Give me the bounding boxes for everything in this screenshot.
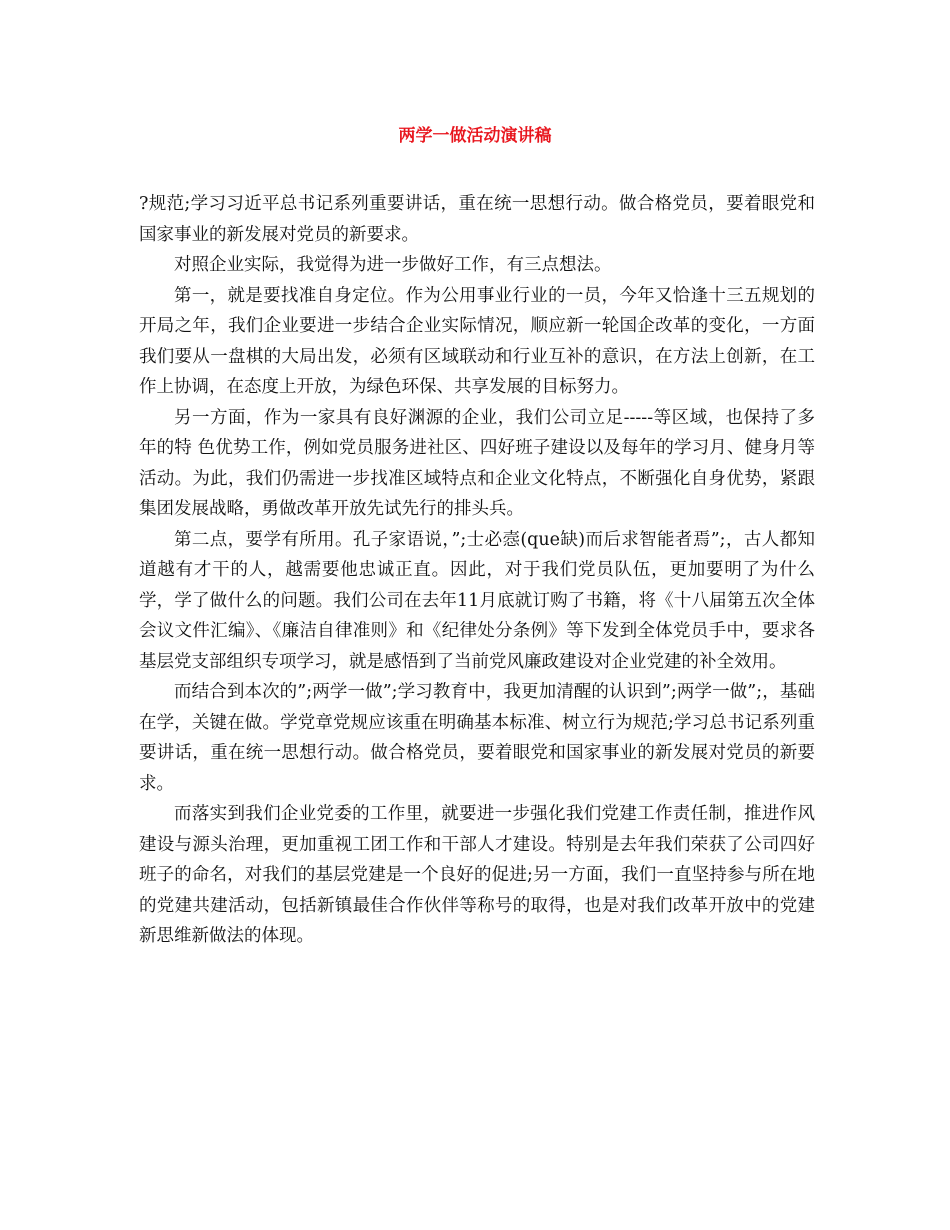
paragraph-4: 另一方面，作为一家具有良好渊源的企业，我们公司立足-----等区域，也保持了多年的特 色优势工作，例如党员服务进社区、四好班子建设以及每年的学习月、健身月等活动。为此，我们仍需进一步找准区域特点和企业文化特点，不断强化自身优势，紧跟集团发展战略，勇做改革开放先试先行的排头兵。 <box>139 407 815 519</box>
paragraph-1: ?规范;学习习近平总书记系列重要讲话，重在统一思想行动。做合格党员，要着眼党和国家事业的新发展对党员的新要求。 <box>139 194 815 245</box>
paragraph-6: 而结合到本次的”;两学一做”;学习教育中，我更加清醒的认识到”;两学一做”;，基础在学，关键在做。学党章党规应该重在明确基本标准、树立行为规范;学习总书记系列重要讲话，重在统一思想行动。做合格党员，要着眼党和国家事业的新发展对党员的新要求。 <box>139 682 815 794</box>
paragraph-7: 而落实到我们企业党委的工作里，就要进一步强化我们党建工作责任制，推进作风建设与源头治理，更加重视工团工作和干部人才建设。特别是去年我们荣获了公司四好班子的命名，对我们的基层党建是一个良好的促进;另一方面，我们一直坚持参与所在地的党建共建活动，包括新镇最佳合作伙伴等称号的取得，也是对我们改革开放中的党建新思维新做法的体现。 <box>139 804 815 946</box>
paragraph-2: 对照企业实际，我觉得为进一步做好工作，有三点想法。 <box>174 255 612 275</box>
document-title: 两学一做活动演讲稿 <box>398 126 552 146</box>
paragraph-3: 第一，就是要找准自身定位。作为公用事业行业的一员，今年又恰逢十三五规划的开局之年，我们企业要进一步结合企业实际情况，顺应新一轮国企改革的变化，一方面我们要从一盘棋的大局出发，必须有区域联动和行业互补的意识，在方法上创新，在工作上协调，在态度上开放，为绿色环保、共享发展的目标努力。 <box>139 285 815 397</box>
paragraph-5: 第二点，要学有所用。孔子家语说，”;士必悫(que缺)而后求智能者焉”;，古人都知道越有才干的人，越需要他忠诚正直。因此，对于我们党员队伍，更加要明了为什么学，学了做什么的问题。我们公司在去年11月底就订购了书籍，将《十八届第五次全体会议文件汇编》、《廉洁自律准则》和《纪律处分条例》等下发到全体党员手中，要求各基层党支部组织专项学习，就是感悟到了当前党风廉政建设对企业党建的补全效用。 <box>139 529 815 672</box>
document-body <box>139 189 815 952</box>
